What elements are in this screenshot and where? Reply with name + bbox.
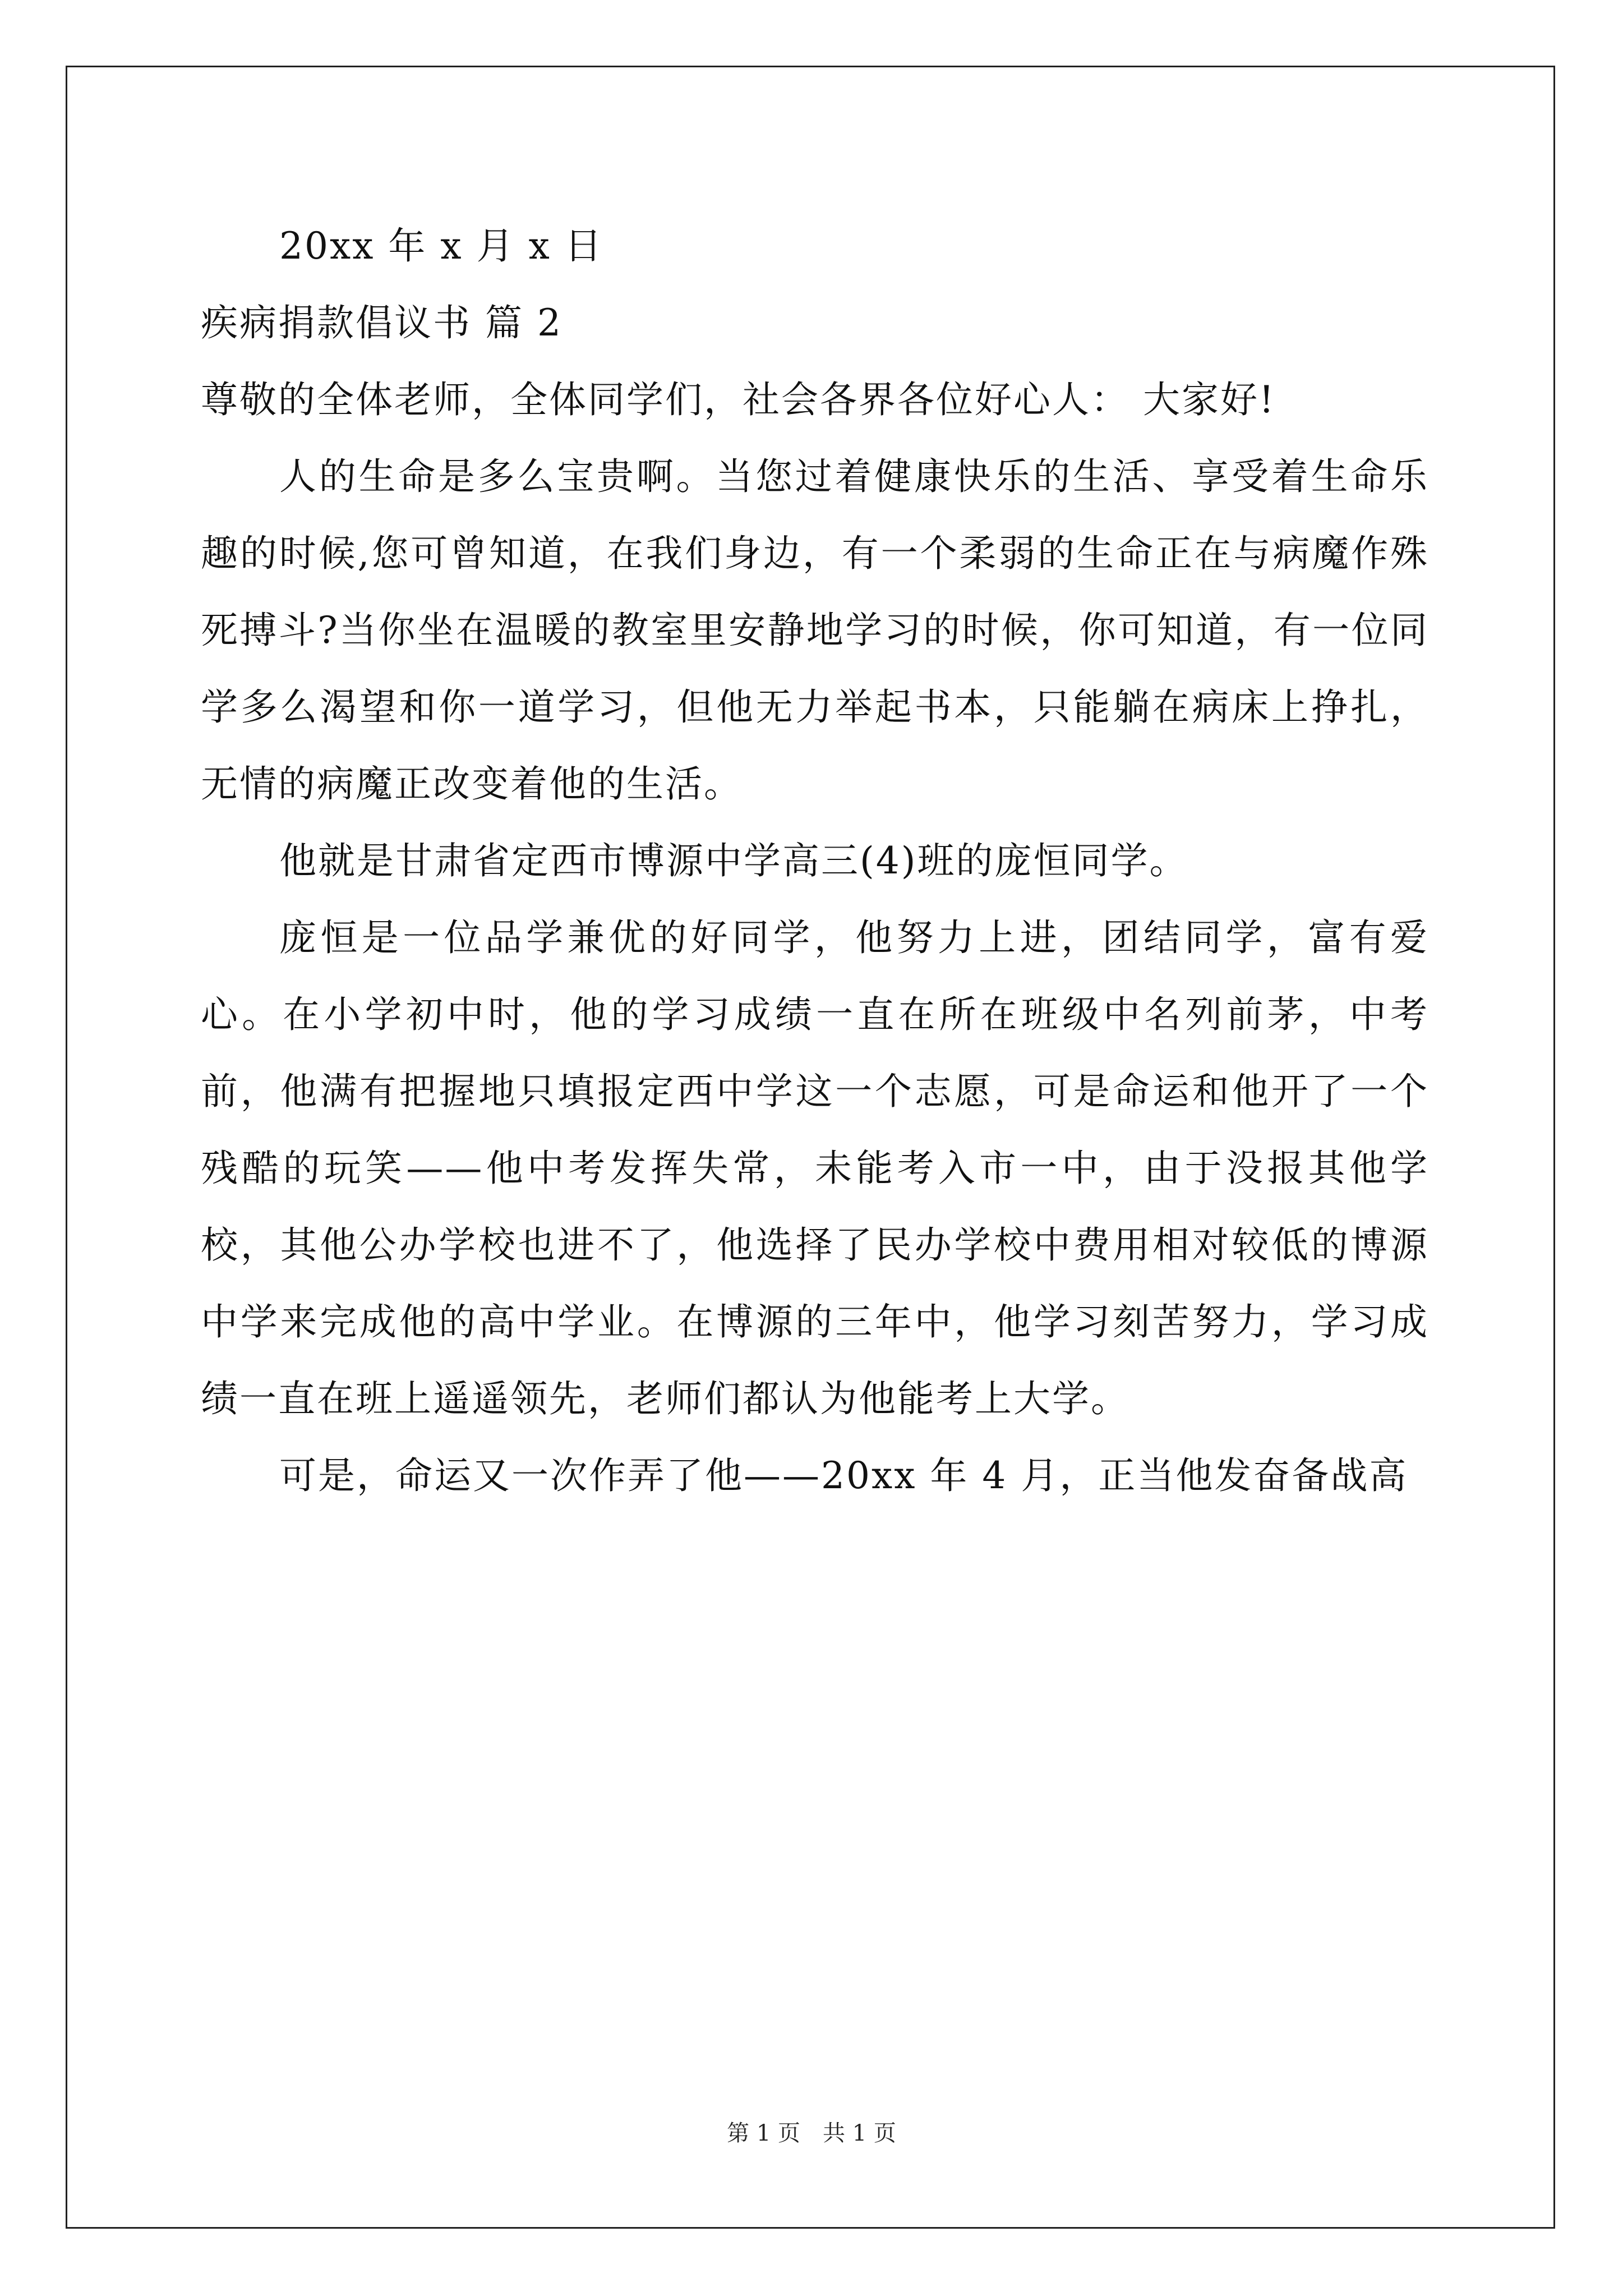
paragraph-4: 可是，命运又一次作弄了他——20xx 年 4 月，正当他发奋备战高 (279, 1454, 1408, 1497)
paragraph-3: 庞恒是一位品学兼优的好同学，他努力上进，团结同学，富有爱心。在小学初中时，他的学习成绩一直在所在班级中名列前茅，中考前，他满有把握地只填报定西中学这一个志愿，可是命运和他开了一个残酷的玩笑——他中考发挥失常，未能考入市一中，由于没报其他学校，其他公办学校也进不了，他选择了民办学校中费用相对较低的博源中学来完成他的高中学业。在博源的三年中，他学习刻苦努力，学习成绩一直在班上遥遥领先，老师们都认为他能考上大学。 (201, 916, 1429, 1420)
document-heading: 疾病捐款倡议书 篇 2 (201, 301, 562, 344)
date-line: 20xx 年 x 月 x 日 (279, 224, 603, 268)
salutation: 尊敬的全体老师，全体同学们，社会各界各位好心人： 大家好! (201, 378, 1276, 421)
paragraph-1: 人的生命是多么宝贵啊。当您过着健康快乐的生活、享受着生命乐趣的时候,您可曾知道，在我们身边，有一个柔弱的生命正在与病魔作殊死搏斗?当你坐在温暖的教室里安静地学习的时候，你可知道，有一位同学多么渴望和你一道学习，但他无力举起书本，只能躺在病床上挣扎，无情的病魔正改变着他的生活。 (201, 455, 1429, 806)
document-body (201, 208, 1429, 1514)
page-footer: 第 1 页 共 1 页 (727, 2120, 896, 2146)
paragraph-2: 他就是甘肃省定西市博源中学高三(4)班的庞恒同学。 (279, 839, 1188, 882)
